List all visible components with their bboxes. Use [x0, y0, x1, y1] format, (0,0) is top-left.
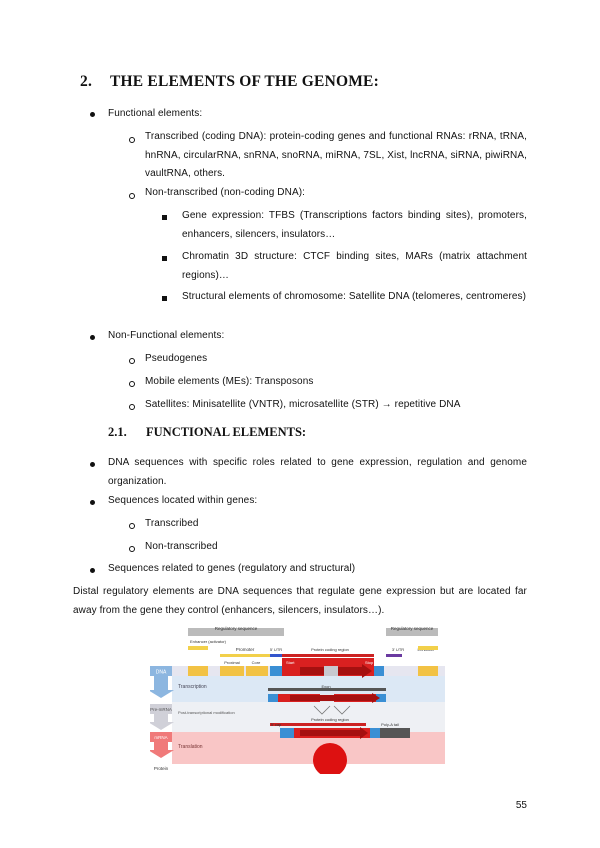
processing-arrow [150, 714, 174, 730]
section-title: THE ELEMENTS OF THE GENOME: [110, 73, 379, 90]
utr5-cap [270, 654, 282, 657]
bullet-circle [129, 523, 135, 529]
mature-region-label: Protein coding region [311, 717, 349, 722]
bullet-square [162, 296, 167, 301]
reg-right-label: Regulatory sequence [390, 626, 434, 631]
functional-detail-2: Sequences located within genes: [108, 495, 258, 506]
enhancer-left-cap [188, 646, 208, 650]
processing-band [172, 702, 445, 732]
proximal-label: Proximal [224, 660, 240, 665]
gene-cap [282, 654, 374, 657]
section-heading [80, 73, 379, 91]
section-number: 2. [80, 73, 93, 90]
translation-label: Translation [178, 744, 203, 750]
bullet-dot [90, 568, 95, 573]
subsection-heading [108, 425, 306, 440]
functional-detail-3: Sequences related to genes (regulatory and structural) [108, 563, 356, 574]
bullet-circle [129, 358, 135, 364]
transcription-label: Transcription [178, 684, 207, 690]
subsection-title: FUNCTIONAL ELEMENTS: [146, 425, 307, 439]
reg-left-label: Regulatory sequence [214, 626, 258, 631]
utr5 [270, 666, 282, 676]
core-promoter [246, 666, 268, 676]
mrna-tag-label: mRNA [154, 735, 168, 740]
polya-label: Poly-A tail [381, 722, 399, 727]
page-number: 55 [515, 800, 527, 811]
translation-arrow [150, 742, 174, 758]
bullet-circle [129, 404, 135, 410]
functional-detail-1: DNA sequences with specific roles related to gene expression, regulation and genome organization. [108, 457, 527, 487]
mature-utr5 [280, 728, 294, 738]
proximal-promoter [220, 666, 244, 676]
nf-item: Mobile elements (MEs): Transposons [145, 376, 314, 387]
within-gene-item: Non-transcribed [145, 541, 218, 552]
sub-chromatin: Chromatin 3D structure: CTCF binding sites, MARs (matrix attachment regions)… [182, 251, 527, 281]
core-label: Core [251, 660, 261, 665]
enhancer-left [188, 666, 208, 676]
cap-label: 5' cap [270, 722, 282, 727]
functional-label: Functional elements: [108, 108, 203, 119]
intron-block [324, 666, 338, 676]
bullet-square [162, 256, 167, 261]
sub-structural: Structural elements of chromosome: Satellite DNA (telomeres, centromeres) [182, 291, 527, 302]
bullet-dot [90, 335, 95, 340]
enhancer-right-cap [418, 646, 438, 650]
gene-structure-figure [150, 622, 445, 774]
mature-cap-bar [270, 723, 366, 726]
transcription-arrow [150, 676, 174, 698]
enhancer-right [418, 666, 438, 676]
nf-item: Satellites: Minisatellite (VNTR), microsatellite (STR) → repetitive DNA [145, 399, 461, 410]
pre-mrna-utr5 [268, 694, 278, 702]
utr3-cap [386, 654, 402, 657]
within-gene-item: Transcribed [145, 518, 199, 529]
utr5-label: 5' UTR [269, 647, 283, 652]
bullet-square [162, 215, 167, 220]
processing-label: Post-transcriptional modification [178, 710, 235, 715]
bullet-circle [129, 381, 135, 387]
bullet-dot [90, 462, 95, 467]
subsection-number: 2.1. [108, 425, 127, 439]
dna-label: DNA [155, 669, 167, 676]
bullet-circle [129, 137, 135, 143]
protein-label: Protein [153, 766, 169, 771]
protein-region-label: Protein coding region [311, 647, 349, 652]
non-transcribed-text: Non-transcribed (non-coding DNA): [145, 187, 306, 198]
utr3-label: 3' UTR [391, 647, 405, 652]
pre-mrna-tag-label: Pre-mRNA [150, 707, 172, 712]
exon-label: Exon [321, 684, 331, 689]
start-label: Start [286, 660, 295, 665]
nf-item: Pseudogenes [145, 353, 208, 364]
mature-utr3 [370, 728, 380, 738]
distal-paragraph: Distal regulatory elements are DNA sequences that regulate gene expression but are located far away from the gene they control (enhancers, silencers, insulators…). [73, 586, 527, 616]
transcribed-text: Transcribed (coding DNA): protein-coding genes and functional RNAs: rRNA, tRNA, hnRNA, circularRNA, snRNA, snoRNA, miRNA, 7SL, Xist, lncRNA, siRNA, piwiRNA, vaultRNA, others. [145, 131, 527, 179]
enhancer-left-label: Enhancer (activator) [190, 639, 227, 644]
bullet-circle [129, 193, 135, 199]
promoter-cap [220, 654, 272, 657]
non-functional-label: Non-Functional elements: [108, 330, 225, 341]
utr3 [374, 666, 384, 676]
bullet-dot [90, 500, 95, 505]
sub-gene-expression: Gene expression: TFBS (Transcriptions factors binding sites), promoters, enhancers, silencers, insulators… [182, 210, 527, 240]
bullet-circle [129, 546, 135, 552]
bullet-dot [90, 112, 95, 117]
promoter-label: Promoter [235, 647, 255, 652]
stop-label: Stop [365, 660, 374, 665]
